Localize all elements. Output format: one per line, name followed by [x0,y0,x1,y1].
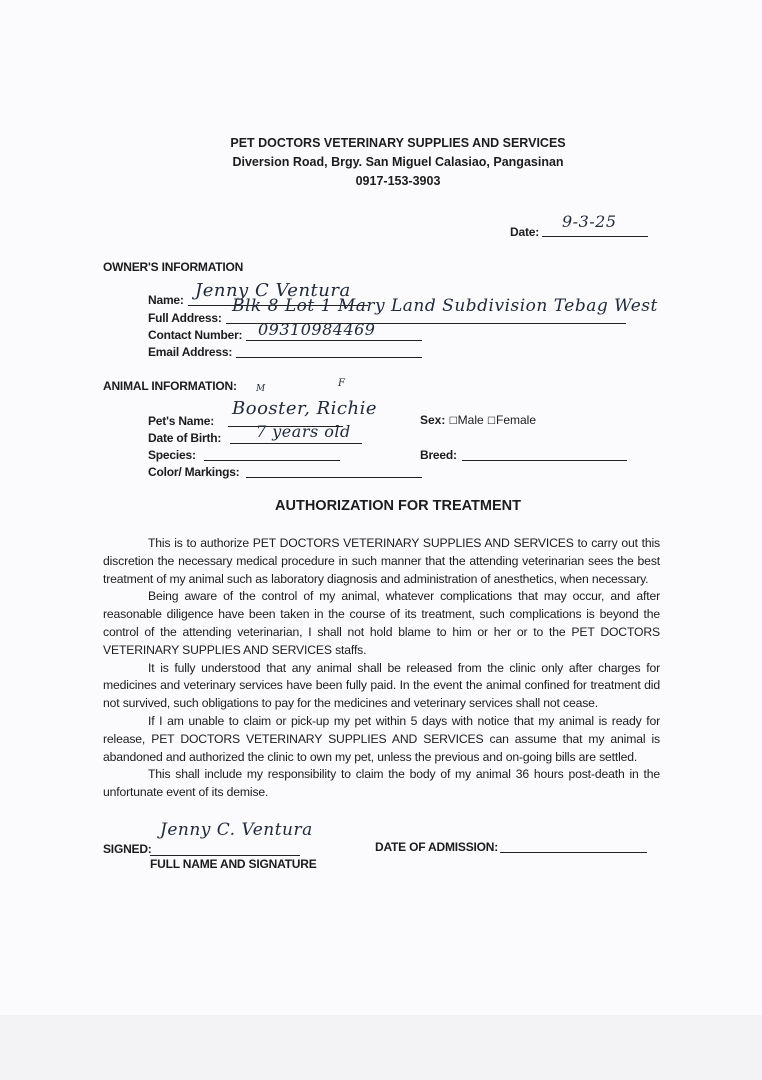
sex-label: Sex: [420,413,446,427]
scan-edge [0,1015,762,1080]
company-name: PET DOCTORS VETERINARY SUPPLIES AND SERVICES [230,136,566,150]
company-phone: 0917-153-3903 [355,174,441,188]
female-label: Female [496,413,537,427]
contact-line [246,340,422,341]
sex-field [420,413,536,427]
address-label: Full Address: [148,311,222,325]
name-label: Name: [148,293,184,307]
signature-value: Jenny C. Ventura [160,820,313,840]
pet-note-f: F [338,378,346,389]
date-value: 9-3-25 [562,212,617,231]
female-checkbox[interactable]: ☐ [487,416,496,427]
date-label: Date: [510,225,540,239]
species-line[interactable] [204,460,340,461]
contact-value: 09310984469 [258,320,376,339]
breed-label: Breed: [420,448,457,462]
paragraph: Being aware of the control of my animal, whatever complications that may occur, and after reasonable diligence have been taken in the course of its treatment, such complications is beyond the control of the attending veterinarian, I shall not hold blame to him or her or to the PET DOCTORS VETERINARY SUPPLIES AND SERVICES staffs. [103,589,660,657]
signature-line [150,855,300,856]
paragraph: It is fully understood that any animal shall be released from the clinic only after charges for medicines and veterinary services have been fully paid. In the event the animal confined for treatment did not survived, such obligations to pay for the medicines and veterinary services shall not cease. [103,660,660,711]
dob-label: Date of Birth: [148,431,222,445]
signature-caption: FULL NAME AND SIGNATURE [150,857,317,871]
admission-line[interactable] [500,852,647,853]
contact-label: Contact Number: [148,328,243,342]
email-label: Email Address: [148,345,233,359]
email-line[interactable] [236,357,422,358]
dob-value: 7 years old [256,422,351,441]
company-address: Diversion Road, Brgy. San Miguel Calasiao, Pangasinan [232,155,564,169]
signed-label: SIGNED: [103,842,152,856]
owner-heading: OWNER'S INFORMATION [103,260,244,274]
pet-note-m: M [256,384,266,394]
breed-line[interactable] [462,460,627,461]
admission-label: DATE OF ADMISSION: [375,840,499,854]
species-label: Species: [148,448,196,462]
pet-name-label: Pet's Name: [148,414,215,428]
dob-line [230,443,362,444]
male-checkbox[interactable]: ☐ [448,416,458,427]
animal-heading: ANIMAL INFORMATION: [103,379,237,393]
address-value: Blk 8 Lot 1 Mary Land Subdivision Tebag West [232,296,658,316]
name-value: Jenny C Ventura [195,280,351,301]
date-line [542,236,648,237]
paragraph: This shall include my responsibility to claim the body of my animal 36 hours post-death in the unfortunate event of its demise. [103,767,660,800]
pet-name-value: Booster, Richie [232,398,377,419]
authorization-title: AUTHORIZATION FOR TREATMENT [275,498,521,514]
male-label: Male [457,413,484,427]
paragraph: If I am unable to claim or pick-up my pet within 5 days with notice that my animal is ready for release, PET DOCTORS VETERINARY SUPPLIES AND SERVICES can assume that my animal is abandoned and authorized the clinic to own my pet, unless the previous and on-going bills are settled. [103,713,660,764]
authorization-body [103,535,660,802]
color-line[interactable] [246,477,422,478]
color-label: Color/ Markings: [148,465,240,479]
paragraph: This is to authorize PET DOCTORS VETERINARY SUPPLIES AND SERVICES to carry out this discretion the necessary medical procedure in such manner that the attending veterinarian sees the best treatment of my animal such as laboratory diagnosis and administration of anesthetics, when necessary. [103,536,660,586]
